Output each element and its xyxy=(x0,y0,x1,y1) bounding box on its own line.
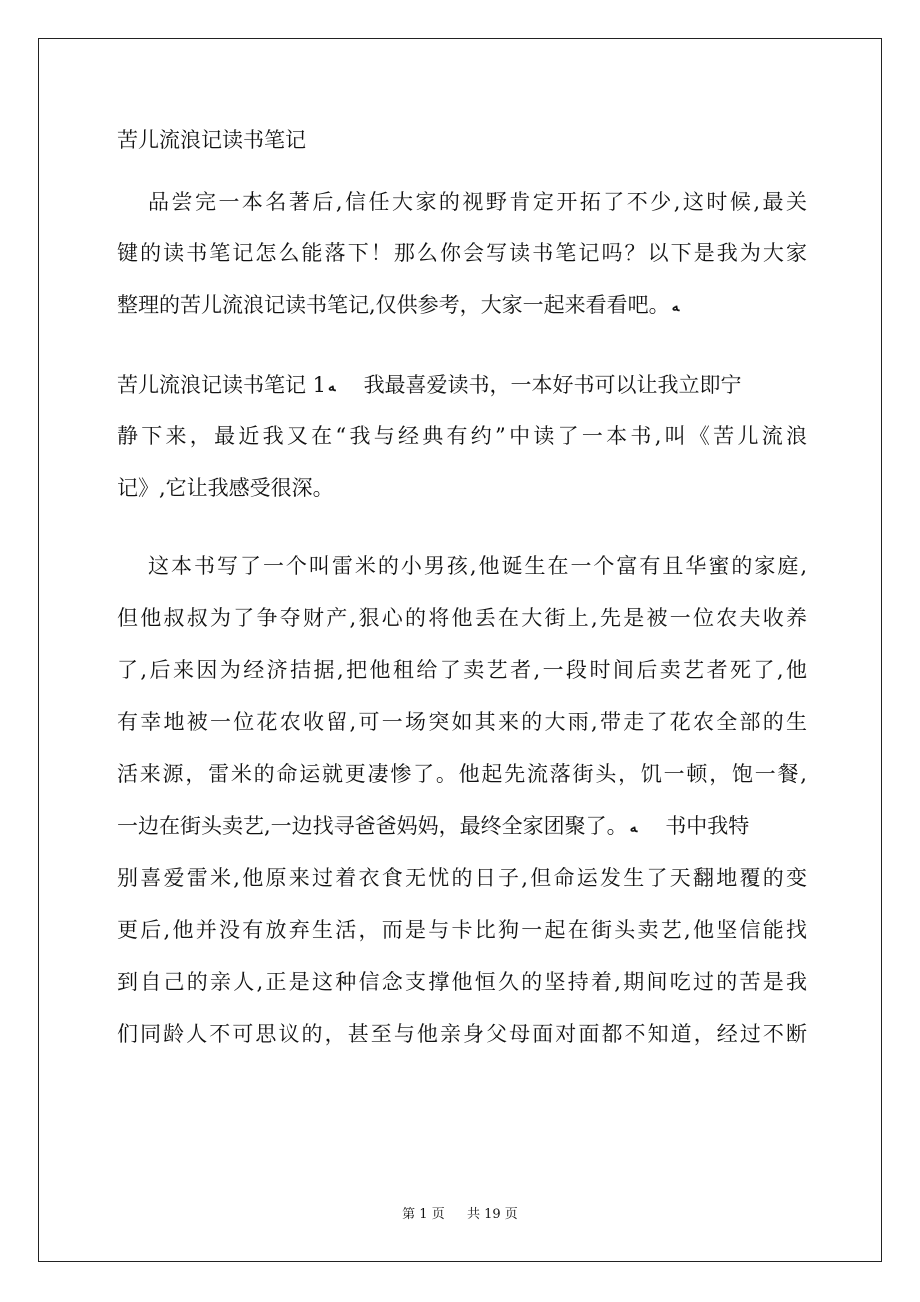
body-line-text: 我最喜爱读书，一本好书可以让我立即宁 xyxy=(363,373,742,397)
body-line: 键的读书笔记怎么能落下！那么你会写读书笔记吗？以下是我为大家 xyxy=(117,241,807,265)
body-line: 了,后来因为经济拮据,把他租给了卖艺者,一段时间后卖艺者死了,他 xyxy=(117,658,807,682)
body-line-text: 书中我特 xyxy=(665,814,750,838)
page-number: 第 1 页 xyxy=(402,1207,445,1222)
page-border xyxy=(38,38,882,1262)
body-line: 活来源，雷米的命运就更凄惨了。他起先流落街头，饥一顿，饱一餐, xyxy=(117,762,807,786)
paragraph-mark-icon: ﻪ xyxy=(671,298,680,315)
page-total: 共 19 页 xyxy=(467,1207,518,1222)
paragraph-mark-icon: ﻪ xyxy=(328,378,336,395)
document-title: 苦儿流浪记读书笔记 xyxy=(117,128,306,152)
body-line: 更后,他并没有放弃生活，而是与卡比狗一起在街头卖艺,他坚信能找 xyxy=(117,918,807,942)
body-line xyxy=(117,289,807,323)
body-line xyxy=(117,369,807,403)
body-line: 静下来，最近我又在“我与经典有约”中读了一本书,叫《苦儿流浪 xyxy=(117,424,807,448)
body-line: 这本书写了一个叫雷米的小男孩,他诞生在一个富有且华蜜的家庭, xyxy=(148,554,807,578)
page-footer xyxy=(0,1205,920,1225)
body-line xyxy=(117,810,807,844)
section-heading: 苦儿流浪记读书笔记 1 xyxy=(117,373,327,397)
body-line: 别喜爱雷米,他原来过着衣食无忧的日子,但命运发生了天翻地覆的变 xyxy=(117,866,807,890)
body-line: 记》,它让我感受很深。 xyxy=(117,476,334,500)
body-line: 有幸地被一位花农收留,可一场突如其来的大雨,带走了花农全部的生 xyxy=(117,710,807,734)
body-line: 但他叔叔为了争夺财产,狠心的将他丢在大街上,先是被一位农夫收养 xyxy=(117,606,807,630)
body-line: 品尝完一本名著后,信任大家的视野肯定开拓了不少,这时候,最关 xyxy=(148,190,807,214)
body-line-text: 整理的苦儿流浪记读书笔记,仅供参考，大家一起来看看吧。 xyxy=(117,293,670,317)
paragraph-mark-icon: ﻪ xyxy=(629,819,638,836)
body-line-text: 一边在街头卖艺,一边找寻爸爸妈妈，最终全家团聚了。 xyxy=(117,814,628,838)
body-line: 到自己的亲人,正是这种信念支撑他恒久的坚持着,期间吃过的苦是我 xyxy=(117,970,807,994)
body-line: 们同龄人不可思议的，甚至与他亲身父母面对面都不知道，经过不断 xyxy=(117,1022,807,1046)
